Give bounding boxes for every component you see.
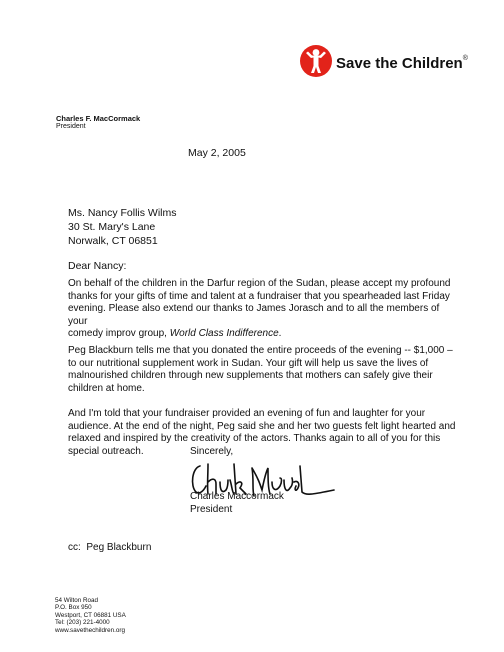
save-the-children-emblem-icon [300,44,332,78]
organization-logo [300,44,480,84]
paragraph-line: And I'm told that your fundraiser provided an evening of fun and laughter for your [68,408,426,419]
paragraph-line: children at home. [68,382,145,394]
footer-line: Westport, CT 06881 USA [55,611,126,619]
paragraph-line: relaxed and inspired by the creativity of the actors. Thanks again to all of you for this [68,433,441,445]
group-name: World Class Indifference [169,328,279,340]
body-paragraph-2 [68,345,458,395]
paragraph-line: audience. At the end of the night, Peg said she and her two guests felt light hearted and [68,420,456,432]
paragraph-line: evening. Please also extend our thanks to James Jorasch and to all the members of your [68,303,440,327]
valediction: Sincerely, [190,446,234,457]
paragraph-line: malnourished children through new supplements that mothers can safely give their [68,370,433,382]
letterhead-sender-title: President [56,123,86,130]
footer-line: Tel: (203) 221-4000 [55,619,110,627]
paragraph-line: to our nutritional supplement work in Sudan. Your gift will help us save the lives of [68,357,429,369]
paragraph-line: special outreach. [68,445,144,457]
paragraph-line: comedy improv group, World Class Indifference. [68,328,282,340]
signer-title: President [190,504,233,515]
letterhead-sender-name: Charles F. MacCormack [56,114,141,123]
footer-address [55,597,126,634]
paragraph-line: On behalf of the children in the Darfur region of the Sudan, please accept my profound [68,278,451,289]
salutation: Dear Nancy: [68,260,127,272]
footer-line: 54 Wilton Road [55,597,99,604]
footer-line: P.O. Box 950 [55,604,92,612]
letter-date: May 2, 2005 [188,147,246,159]
paragraph-line: Peg Blackburn tells me that you donated the entire proceeds of the evening -- $1,000 – [68,345,453,356]
recipient-street: 30 St. Mary's Lane [68,221,156,233]
footer-website: www.savethechildren.org [55,626,126,634]
recipient-city: Norwalk, CT 06851 [68,235,158,247]
cc-line: cc: Peg Blackburn [68,542,152,553]
body-paragraph-1 [68,278,458,341]
organization-name: Save the Children® [336,55,468,72]
paragraph-line: thanks for your gifts of time and talent at a fundraiser that you spearheaded last Friday [68,290,450,302]
body-paragraph-3 [68,408,458,458]
recipient-name: Ms. Nancy Follis Wilms [68,207,177,219]
signer-name: Charles Maccormack [190,491,284,502]
